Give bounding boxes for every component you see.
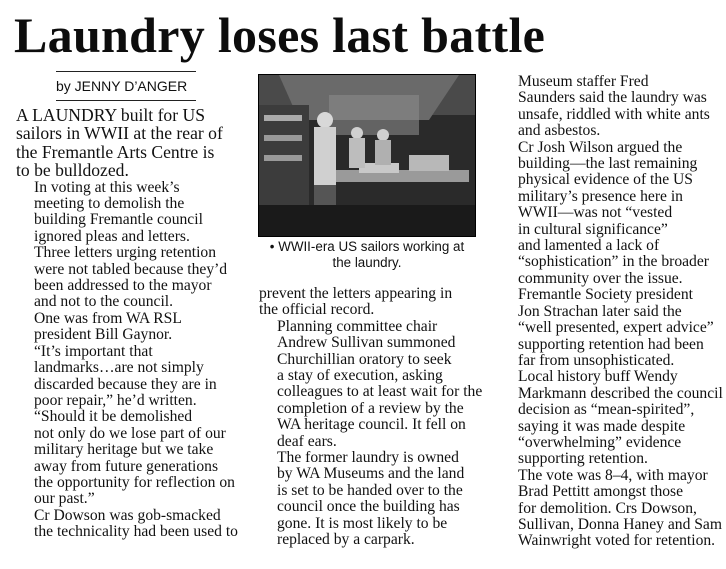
text-line: saying it was made despite (518, 417, 686, 435)
text-line: WA heritage council. It fell on (277, 416, 466, 434)
text-line: and not to the council. (34, 293, 174, 311)
text-line: One was from WA RSL (34, 309, 182, 327)
text-line: president Bill Gaynor. (34, 326, 173, 344)
byline: by JENNY D’ANGER (56, 78, 188, 94)
text-line: Museum staffer Fred (518, 73, 649, 90)
paragraph (500, 74, 724, 140)
text-line: discarded because they are in (34, 375, 217, 393)
text-line: Brad Pettitt amongst those (518, 483, 684, 501)
text-line: poor repair,” he’d written. (34, 391, 197, 409)
article-column-1 (16, 106, 248, 541)
text-line: Cr Josh Wilson argued the (518, 138, 683, 156)
text-line: council once the building has (277, 498, 460, 516)
text-line: been addressed to the mayor (34, 277, 212, 295)
text-line: not only do we lose part of our (34, 424, 226, 442)
text-line: completion of a review by the (277, 399, 464, 417)
text-line: the Fremantle Arts Centre is (16, 141, 215, 162)
text-line: replaced by a carpark. (277, 531, 415, 549)
text-line: meeting to demolish the (34, 195, 185, 213)
text-line: were not tabled because they’d (34, 260, 228, 278)
paragraph (16, 245, 248, 311)
text-line: Sullivan, Donna Haney and Sam (518, 515, 722, 533)
text-line: “It’s important that (34, 342, 153, 360)
text-line: A LAUNDRY built for US (16, 105, 205, 125)
text-line: and lamented a lack of (518, 237, 660, 255)
byline-rule (56, 71, 196, 101)
text-line: • WWII-era US sailors working at (269, 239, 465, 254)
paragraph (16, 180, 248, 246)
text-line: the technicality had been used to (34, 523, 238, 541)
text-line: Fremantle Society president (518, 286, 693, 304)
paragraph (500, 287, 724, 369)
text-line: Jon Strachan later said the (518, 302, 682, 320)
text-line: our past.” (34, 490, 95, 508)
text-line: “sophistication” in the broader (518, 253, 709, 271)
text-line: for demolition. Crs Dowson, (518, 499, 697, 517)
text-line: in cultural significance” (518, 220, 668, 238)
text-line: gone. It is most likely to be (277, 514, 448, 532)
text-line: building—the last remaining (518, 155, 698, 173)
paragraph (500, 140, 724, 288)
text-line: “overwhelming” evidence (518, 433, 682, 451)
headline: Laundry loses last battle (14, 7, 546, 63)
text-line: military heritage but we take (34, 441, 214, 459)
text-line: far from unsophisticated. (518, 351, 675, 369)
text-line: to be bulldozed. (16, 160, 129, 181)
laundry-photo-icon (259, 75, 475, 236)
text-line: colleagues to at least wait for the (277, 383, 483, 401)
text-line: Planning committee chair (277, 317, 438, 335)
text-line: the official record. (259, 301, 375, 319)
text-line: deaf ears. (277, 432, 337, 450)
text-line: community over the issue. (518, 269, 683, 287)
paragraph (500, 468, 724, 550)
text-line: military’s presence here in (518, 187, 683, 205)
text-line: landmarks…are not simply (34, 359, 204, 377)
paragraph (259, 286, 491, 319)
text-line: Saunders said the laundry was (518, 89, 707, 107)
text-line: is set to be handed over to the (277, 481, 463, 499)
text-line: Andrew Sullivan summoned (277, 334, 456, 352)
text-line: The vote was 8–4, with mayor (518, 466, 708, 484)
text-line: The former laundry is owned (277, 449, 459, 467)
text-line: Churchillian oratory to seek (277, 350, 452, 368)
paragraph (16, 344, 248, 410)
text-line: supporting retention had been (518, 335, 704, 353)
text-line: “Should it be demolished (34, 408, 193, 426)
text-line: In voting at this week’s (34, 178, 180, 196)
text-line: away from future generations (34, 457, 219, 475)
paragraph (16, 409, 248, 507)
text-line: sailors in WWII at the rear of (16, 123, 223, 144)
text-line: Wainwright voted for retention. (518, 532, 716, 550)
paragraph (500, 369, 724, 467)
text-line: ignored pleas and letters. (34, 227, 190, 245)
article-column-2 (259, 286, 491, 549)
text-line: unsafe, riddled with white ants (518, 105, 710, 123)
text-line: building Fremantle council (34, 211, 203, 229)
paragraph (259, 319, 491, 450)
paragraph (16, 311, 248, 344)
paragraph (16, 508, 248, 541)
lead-paragraph (16, 106, 248, 180)
text-line: Local history buff Wendy (518, 368, 678, 386)
text-line: Three letters urging retention (34, 244, 217, 262)
text-line: the opportunity for reflection on (34, 473, 235, 491)
text-line: prevent the letters appearing in (259, 285, 453, 302)
text-line: supporting retention. (518, 450, 648, 468)
article-column-3 (500, 74, 724, 550)
text-line: Cr Dowson was gob-smacked (34, 506, 221, 524)
text-line: and asbestos. (518, 122, 601, 140)
sailors-photo (258, 74, 476, 237)
text-line: the laundry. (332, 255, 402, 270)
text-line: WWII—was not “vested (518, 204, 673, 222)
text-line: decision as “mean-spirited”, (518, 401, 695, 419)
text-line: Markmann described the council (518, 384, 723, 402)
text-line: “well presented, expert advice” (518, 319, 714, 337)
paragraph (259, 450, 491, 548)
photo-caption (254, 239, 480, 271)
text-line: a stay of execution, asking (277, 367, 443, 385)
text-line: by WA Museums and the land (277, 465, 465, 483)
text-line: physical evidence of the US (518, 171, 693, 189)
